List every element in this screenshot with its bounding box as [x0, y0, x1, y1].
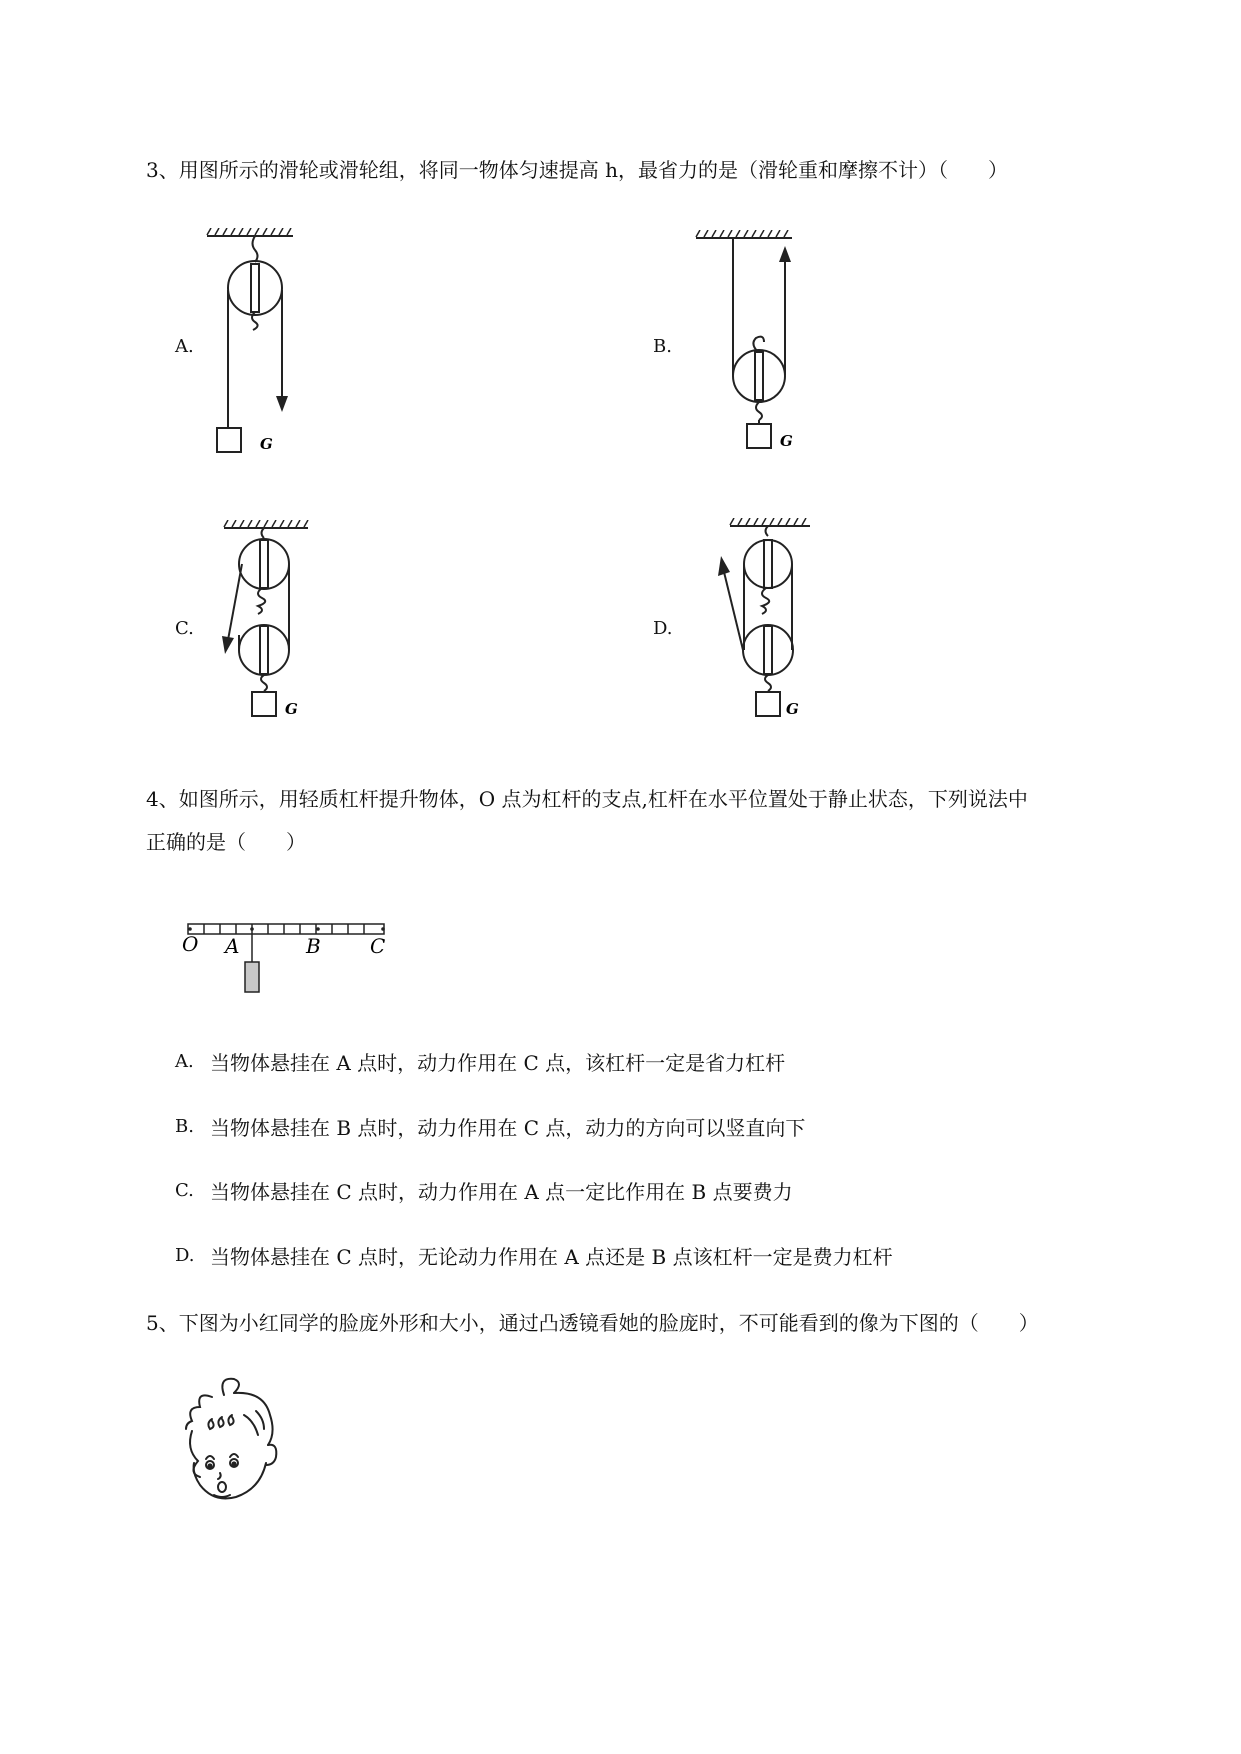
q4-option-b-text: 当物体悬挂在 B 点时，动力作用在 C 点，动力的方向可以竖直向下	[210, 1116, 806, 1140]
lever-point-b-label: B	[306, 934, 321, 958]
q4-option-d-text: 当物体悬挂在 C 点时，无论动力作用在 A 点还是 B 点该杠杆一定是费力杠杆	[210, 1245, 893, 1269]
weight-label: G	[786, 700, 799, 718]
q5-girl-face-illustration	[172, 1375, 282, 1515]
q3-figure-c-pulley-block	[212, 520, 322, 745]
q3-option-c-label: C.	[175, 618, 194, 639]
lever-point-o-label: O	[182, 932, 199, 956]
q4-option-d-label: D.	[175, 1245, 195, 1266]
q4-option-c-text: 当物体悬挂在 C 点时，动力作用在 A 点一定比作用在 B 点要费力	[210, 1180, 793, 1204]
q4-option-a-text: 当物体悬挂在 A 点时，动力作用在 C 点，该杠杆一定是省力杠杆	[210, 1051, 786, 1075]
q4-option-b-label: B.	[175, 1116, 194, 1137]
weight-label: G	[260, 435, 273, 453]
q4-option-c-label: C.	[175, 1180, 194, 1201]
weight-label: G	[285, 700, 298, 718]
question-4-stem-line-1: 4、如图所示，用轻质杠杆提升物体，O 点为杠杆的支点,杠杆在水平位置处于静止状态，下列说法中	[146, 787, 1028, 811]
q4-option-a-label: A.	[175, 1051, 194, 1072]
q3-figure-d-pulley-block	[700, 518, 810, 743]
q3-figure-a-fixed-pulley	[205, 228, 315, 458]
q3-option-a-label: A.	[175, 336, 194, 357]
q3-figure-b-movable-pulley	[694, 230, 804, 460]
q3-option-b-label: B.	[653, 336, 672, 357]
question-5-stem: 5、下图为小红同学的脸庞外形和大小，通过凸透镜看她的脸庞时，不可能看到的像为下图的（ ）	[146, 1311, 1039, 1335]
weight-label: G	[780, 432, 793, 450]
lever-point-a-label: A	[225, 934, 240, 958]
lever-point-c-label: C	[370, 934, 386, 958]
q3-option-d-label: D.	[653, 618, 673, 639]
question-3-stem: 3、用图所示的滑轮或滑轮组，将同一物体匀速提高 h，最省力的是（滑轮重和摩擦不计）（ ）	[146, 158, 1008, 182]
q4-lever-figure	[180, 912, 400, 1004]
question-4-stem-line-2: 正确的是（ ）	[146, 830, 306, 854]
